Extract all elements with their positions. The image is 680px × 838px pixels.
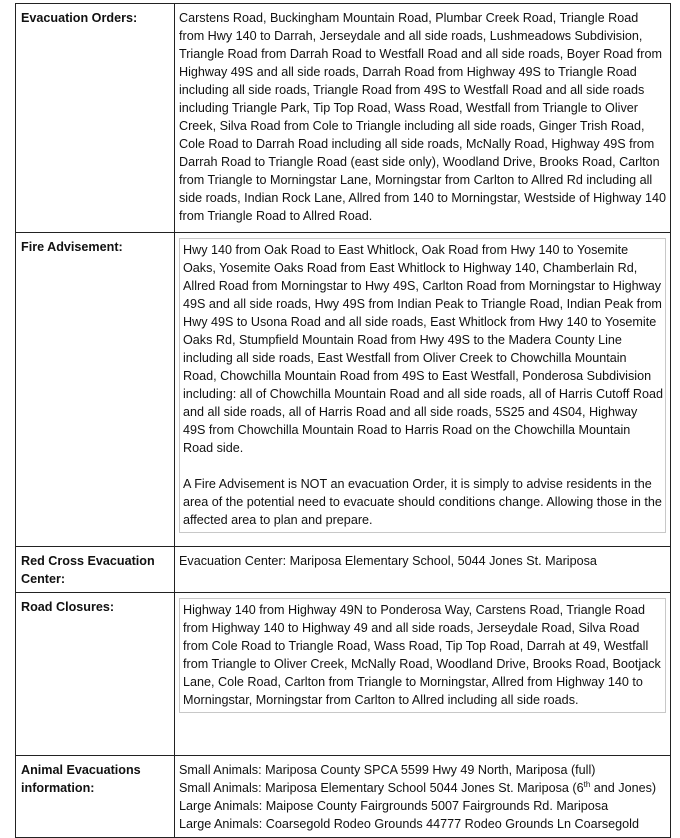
evacuation-info-table	[15, 3, 671, 838]
evacuation-info-document	[15, 3, 671, 838]
animal-info-line: Large Animals: Coarsegold Rodeo Grounds 44777 Rodeo Grounds Ln Coarsegold	[179, 817, 639, 831]
animal-info-line	[179, 779, 666, 797]
red-cross-cell	[175, 547, 671, 593]
animal-evacuations-row	[16, 756, 671, 838]
animal-evacuations-cell	[175, 756, 671, 838]
fire-advisement-box	[179, 238, 666, 533]
road-closures-label: Road Closures:	[16, 593, 175, 756]
road-closures-row	[16, 593, 671, 756]
animal-info-line: Large Animals: Maipose County Fairgrounds 5007 Fairgrounds Rd. Mariposa	[179, 799, 609, 813]
animal-info-line-text: and Jones)	[590, 781, 657, 795]
fire-advisement-label: Fire Advisement:	[16, 233, 175, 547]
road-closures-cell	[175, 593, 671, 756]
animal-evacuations-label: Animal Evacuations information:	[16, 756, 175, 838]
fire-advisement-note: A Fire Advisement is NOT an evacuation Order, it is simply to advise residents in the area of the potential need to evacuate should conditions change. Allowing those in the affected area to plan and prepare.	[183, 477, 662, 527]
animal-info-line-text: Small Animals: Mariposa Elementary School 5044 Jones St. Mariposa (6	[179, 781, 584, 795]
evacuation-orders-text: Carstens Road, Buckingham Mountain Road, Plumbar Creek Road, Triangle Road from Hwy 140 to Darrah, Jerseydale and all side roads, Lushmeadows Subdivision, Triangle Road from Darrah Road to Westfall Road and all side roads, Boyer Road from Highway 49S and all side roads, Darrah Road from Highway 49S to Triangle Road including all side roads, Triangle Road from 49S to Westfall Road and all side roads including Triangle Park, Tip Top Road, Wass Road, Westfall from Triangle to Oliver Creek, Silva Road from Cole to Triangle including all side roads, Ginger Trish Road, Cole Road to Darrah Road including all side roads, McNally Road, Highway 49S from Darrah Road to Triangle Road (east side only), Woodland Drive, Brooks Road, Carlton from Triangle to Morningstar Lane, Morningstar from Carlton to Allred Rd including all side roads, Indian Rock Lane, Allred from 140 to Morningstar, Westside of Highway 140 from Triangle Road to Allred Road.	[179, 11, 666, 223]
animal-info-line: Small Animals: Mariposa County SPCA 5599 Hwy 49 North, Mariposa (full)	[179, 763, 596, 777]
road-closures-box	[179, 598, 666, 713]
ordinal-superscript: th	[583, 779, 591, 789]
red-cross-row	[16, 547, 671, 593]
evacuation-orders-row	[16, 4, 671, 233]
fire-advisement-text: Hwy 140 from Oak Road to East Whitlock, Oak Road from Hwy 140 to Yosemite Oaks, Yosemite Oaks Road from East Whitlock to Highway 140, Chamberlain Rd, Allred Road from Morningstar to Hwy 49S, Carlton Road from Morningstar to Highway 49S and all side roads, Hwy 49S from Indian Peak to Triangle Road, Indian Peak from Hwy 49S to Usona Road and all side roads, East Whitlock from Hwy 140 to Yosemite Oaks Rd, Stumpfield Mountain Road from Hwy 49S to the Madera County Line including all side roads, East Westfall from Oliver Creek to Chowchilla Mountain Road, Chowchilla Mountain Road from 49S to East Westfall, Ponderosa Subdivision including: all of Chowchilla Mountain Road and all side roads, all of Harris Cutoff Road and all side roads, all of Harris Road and all side roads, 5S25 and 4S04, Highway 49S from Chowchilla Mountain Road to Harris Road on the Chowchilla Mountain Road side.	[183, 243, 663, 455]
fire-advisement-row	[16, 233, 671, 547]
evacuation-orders-cell	[175, 4, 671, 233]
fire-advisement-cell	[175, 233, 671, 547]
road-closures-text: Highway 140 from Highway 49N to Ponderosa Way, Carstens Road, Triangle Road from Highway 140 to Highway 49 and all side roads, Jerseydale Road, Silva Road from Cole Road to Triangle Road, Wass Road, Tip Top Road, Darrah at 49, Westfall from Triangle to Oliver Creek, McNally Road, Woodland Drive, Brooks Road, Bootjack Lane, Cole Road, Carlton from Triangle to Morningstar, Allred from Highway 140 to Morningstar, Morningstar from Carlton to Allred including all side roads.	[183, 603, 661, 707]
red-cross-label: Red Cross Evacuation Center:	[16, 547, 175, 593]
evacuation-orders-label: Evacuation Orders:	[16, 4, 175, 233]
red-cross-text: Evacuation Center: Mariposa Elementary School, 5044 Jones St. Mariposa	[179, 554, 597, 568]
